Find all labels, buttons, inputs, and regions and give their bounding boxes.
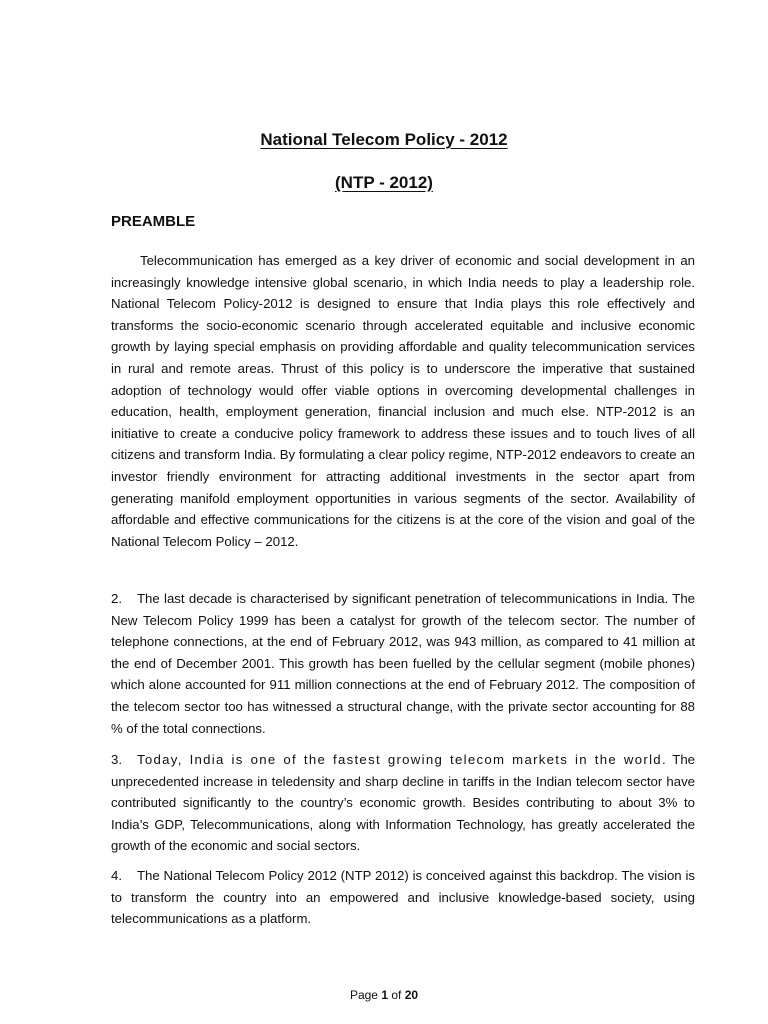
paragraph-2: [111, 588, 695, 739]
document-subtitle: (NTP - 2012): [335, 173, 433, 192]
paragraph-text: The last decade is characterised by significant penetration of telecommunications in India. The New Telecom Policy 1999 has been a catalyst for growth of the telecom sector. The number of telephone connections, at the end of February 2012, was 943 million, as compared to 41 million at the end of December 2001. This growth has been fuelled by the cellular segment (mobile phones) which alone accounted for 911 million connections at the end of February 2012. The composition of the telecom sector too has witnessed a structural change, with the private sector accounting for 88 % of the total connections.: [111, 591, 695, 736]
document-title: National Telecom Policy - 2012: [260, 130, 508, 149]
page-footer: [0, 988, 768, 1002]
paragraph-1: [111, 250, 695, 552]
of-label: of: [391, 988, 402, 1002]
paragraph-text: Telecommunication has emerged as a key driver of economic and social development in an increasingly knowledge intensive global scenario, in which India needs to play a leadership role. National Telecom Policy-2012 is designed to ensure that India plays this role effectively and transforms the socio-economic scenario through accelerated equitable and inclusive economic growth by laying special emphasis on providing affordable and quality telecommunication services in rural and remote areas. Thrust of this policy is to underscore the imperative that sustained adoption of technology would offer viable options in overcoming developmental challenges in education, health, employment generation, financial inclusion and much else. NTP-2012 is an initiative to create a conducive policy framework to address these issues and to touch lives of all citizens and transform India. By formulating a clear policy regime, NTP-2012 endeavors to create an investor friendly environment for attracting additional investments in the sector apart from generating manifold employment opportunities in various segments of the sector. Availability of affordable and effective communications for the citizens is at the core of the vision and goal of the National Telecom Policy – 2012.: [111, 253, 695, 549]
paragraph-text: The unprecedented increase in teledensity and sharp decline in tariffs in the Indian telecom sector have contributed significantly to the country’s economic growth. Besides contributing to about 3% to India’s GDP, Telecommunications, along with Information Technology, has greatly accelerated the growth of the economic and social sectors.: [111, 752, 695, 854]
section-heading: PREAMBLE: [111, 213, 196, 230]
total-pages: 20: [404, 988, 419, 1002]
paragraph-number: 3.: [111, 752, 122, 767]
page-label: Page: [349, 988, 378, 1002]
page-number: 1: [381, 988, 388, 1002]
paragraph-number: 2.: [111, 591, 122, 606]
paragraph-lead: Today, India is one of the fastest growing telecom markets in the world.: [137, 752, 667, 767]
paragraph-3: [111, 749, 695, 857]
paragraph-number: 4.: [111, 868, 122, 883]
paragraph-text: The National Telecom Policy 2012 (NTP 2012) is conceived against this backdrop. The vision is to transform the country into an empowered and inclusive knowledge-based society, using telecommunications as a platform.: [111, 868, 695, 927]
paragraph-4: [111, 865, 695, 930]
